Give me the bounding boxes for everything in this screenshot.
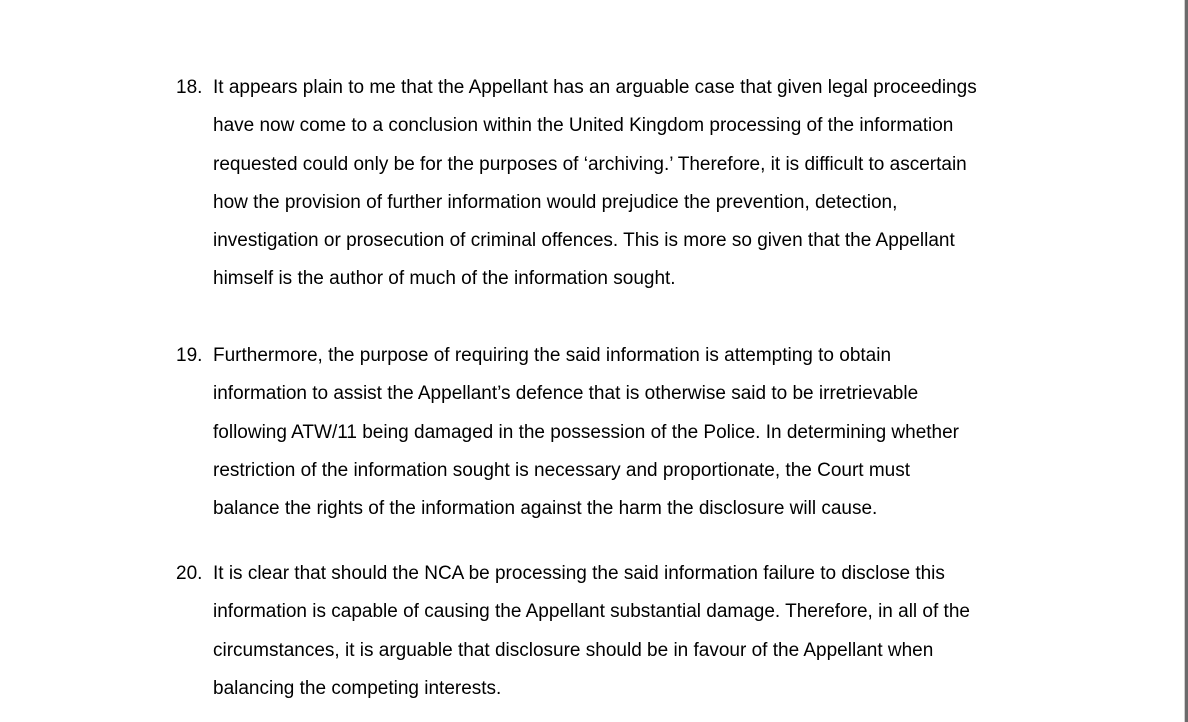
text-line: have now come to a conclusion within the United Kingdom processing of the information — [213, 115, 954, 137]
paragraph-19 — [176, 337, 1046, 528]
text-line: information is capable of causing the Appellant substantial damage. Therefore, in all of the — [213, 601, 970, 623]
paragraph-number: 19. — [176, 345, 203, 366]
paragraph-text — [213, 337, 1046, 528]
text-line: following ATW/11 being damaged in the possession of the Police. In determining whether — [213, 421, 960, 443]
paragraph-18 — [176, 69, 1046, 299]
text-line: how the provision of further information would prejudice the prevention, detection, — [213, 191, 898, 213]
paragraph-text — [213, 69, 1046, 299]
paragraph-20 — [176, 555, 1046, 708]
text-line: investigation or prosecution of criminal offences. This is more so given that the Appellant — [213, 230, 955, 252]
paragraph-number: 18. — [176, 77, 203, 98]
text-line: Furthermore, the purpose of requiring the said information is attempting to obtain — [213, 345, 892, 366]
paragraph-number: 20. — [176, 563, 203, 584]
paragraph-text — [213, 555, 1046, 708]
text-line: It is clear that should the NCA be processing the said information failure to disclose this — [213, 563, 945, 584]
text-line: requested could only be for the purposes of ‘archiving.’ Therefore, it is difficult to ascertain — [213, 153, 967, 175]
text-line: information to assist the Appellant’s defence that is otherwise said to be irretrievable — [213, 383, 919, 405]
text-line: himself is the author of much of the information sought. — [213, 268, 676, 290]
text-line: circumstances, it is arguable that disclosure should be in favour of the Appellant when — [213, 639, 934, 661]
text-line: balancing the competing interests. — [213, 677, 502, 699]
text-line: It appears plain to me that the Appellant has an arguable case that given legal proceedings — [213, 77, 977, 98]
text-line: restriction of the information sought is necessary and proportionate, the Court must — [213, 459, 911, 481]
text-line: balance the rights of the information against the harm the disclosure will cause. — [213, 498, 878, 520]
